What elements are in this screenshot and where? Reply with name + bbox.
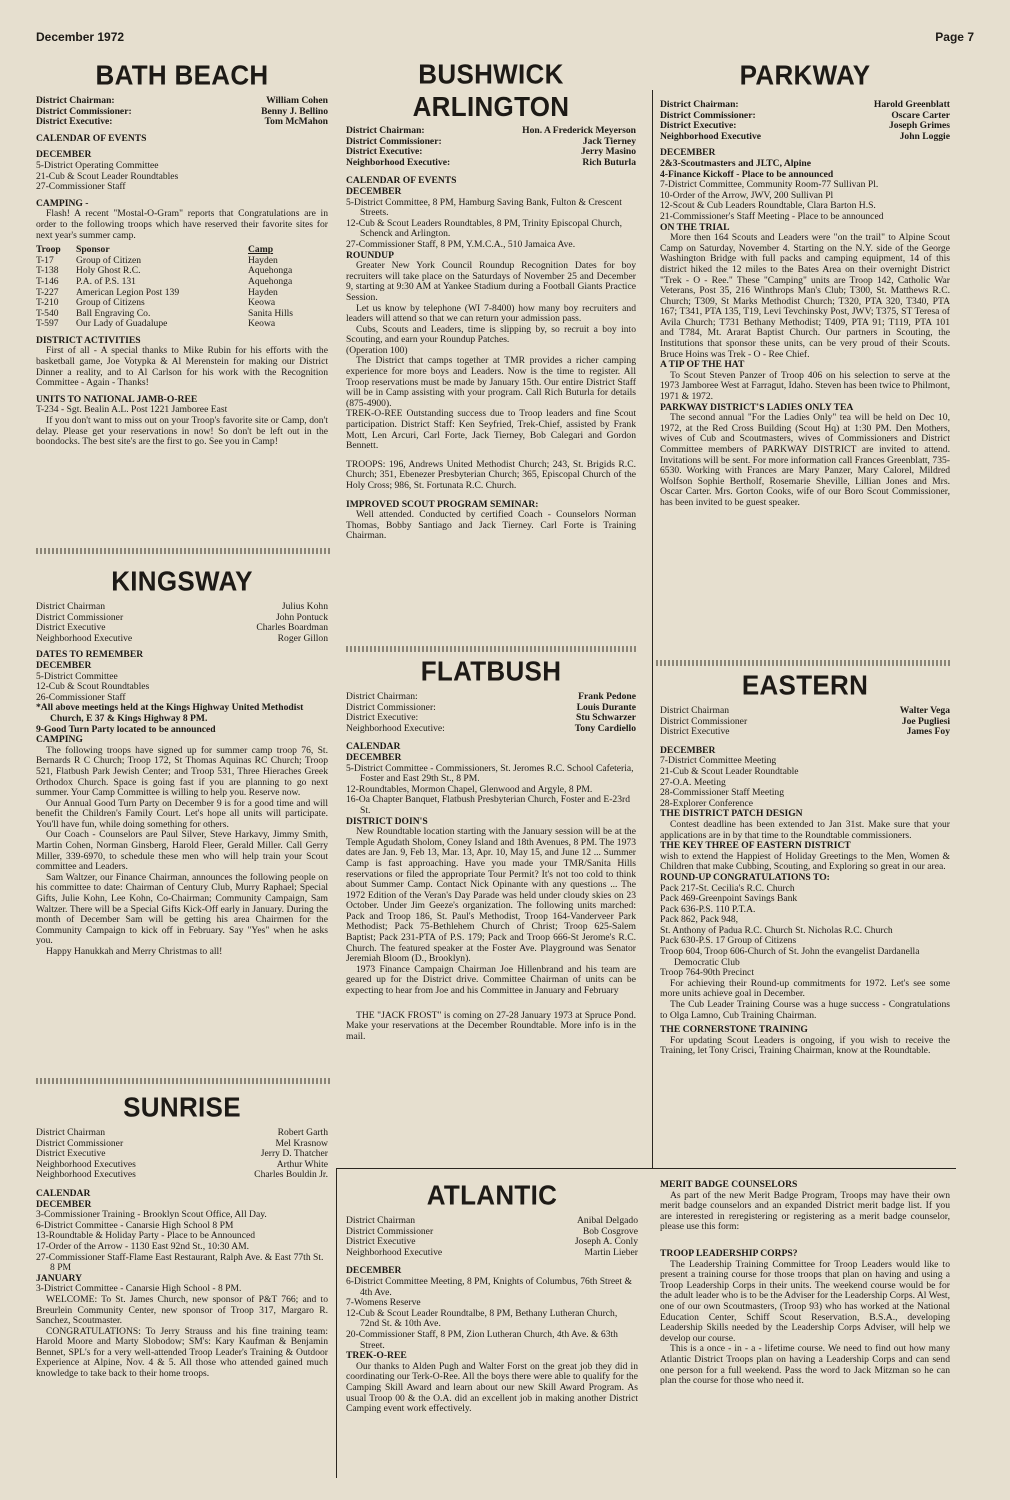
- activities-heading: DISTRICT ACTIVITIES: [36, 334, 141, 346]
- event-item: 27-Commissioner Staff, 8 PM, Y.M.C.A., 510 Jamaica Ave.: [346, 238, 576, 250]
- month-heading: DECEMBER: [36, 1198, 92, 1210]
- table-row: [36, 277, 328, 288]
- event-item: 26-Commissioner Staff: [36, 691, 126, 703]
- roster-name: Rich Buturla: [582, 156, 636, 168]
- roster-name: Arthur White: [276, 1158, 328, 1170]
- list-item: Pack 630-P.S. 17 Group of Citizens: [660, 935, 797, 947]
- event-item: 27-Commissioner Staff: [36, 181, 126, 193]
- trekoree-paragraph: TREK-O-REE Outstanding success due to Troop leaders and fine Scout participation. District Staff: Ken Seyfried, Trek-Chief, assisted by Frank Mott, Len Arcuri, Carl Forte, Jack Tierney, Bob Calegari and Gordon Bennett.: [346, 408, 636, 452]
- roster-role: District Chairman:: [36, 95, 115, 106]
- roster-role: District Commissioner:: [660, 109, 756, 121]
- roster-role: Neighborhood Executives: [36, 1158, 136, 1170]
- sponsor-cell: Group of Citizens: [76, 297, 145, 309]
- troop-cell: T-17: [36, 254, 54, 266]
- event-item: 5-District Operating Committee: [36, 159, 159, 171]
- col-header-camp: Camp: [248, 244, 274, 256]
- roster-role: District Commissioner: [36, 1137, 124, 1149]
- roster-role: District Chairman: [36, 1127, 106, 1138]
- roster-name: Tom McMahon: [264, 116, 328, 128]
- roster-role: Neighborhood Executive: [660, 130, 762, 142]
- eastern-section: [660, 670, 950, 1164]
- table-row: [36, 319, 328, 330]
- tip-heading: A TIP OF THE HAT: [660, 359, 745, 371]
- troop-cell: T-210: [36, 297, 59, 309]
- paragraph: Let us know by telephone (WI 7-8400) how many boy recruiters and leaders will attend so that we can return your admission pass.: [346, 302, 636, 325]
- roster-role: Neighborhood Executive:: [346, 156, 451, 168]
- event-item: 7-Womens Reserve: [346, 1297, 421, 1309]
- troop-cell: T-540: [36, 307, 59, 319]
- jamboree-paragraph: If you don't want to miss out on your Troop's favorite site or Camp, don't delay. Please get your reservations in now! So don't be left out in the boondocks. The best site's are the first to go. See you in Camp!: [36, 415, 328, 448]
- event-item: 13-Roundtable & Holiday Party - Place to be Announced: [36, 1230, 256, 1242]
- roster-name: Mel Krasnow: [275, 1137, 328, 1149]
- event-item: 21-Cub & Scout Leader Roundtable: [660, 765, 799, 777]
- event-item: 17-Order of the Arrow - 1130 East 92nd St., 10:30 AM.: [36, 1240, 250, 1252]
- divider-bushwick-flatbush: [346, 646, 638, 652]
- event-item: 4-Finance Kickoff - Place to be announced: [660, 168, 834, 180]
- event-item: 6-District Committee Meeting, 8 PM, Knights of Columbus, 76th Street & 4th Ave.: [346, 1275, 632, 1298]
- merit-badge-section: [660, 1180, 950, 1472]
- event-item: 12-Cub & Scout Leader Roundtalbe, 8 PM, Bethany Lutheran Church, 72nd St. & 10th Ave.: [346, 1307, 618, 1330]
- roster-name: Charles Boardman: [256, 622, 328, 634]
- atlantic-box-left: [336, 1168, 337, 1478]
- roster-name: Jerry Masino: [580, 146, 636, 158]
- roster-role: District Executive:: [36, 116, 113, 128]
- roster-name: John Loggie: [899, 130, 950, 142]
- event-item: 3-Commissioner Training - Brooklyn Scout Office, All Day.: [36, 1209, 267, 1221]
- paragraph: 1973 Finance Campaign Chairman Joe Hillenbrand and his team are geared up for the District drive. Committee Chairman of units can be expecting to hear from Joe and his Committee in January and February: [346, 963, 636, 997]
- paragraph: Cubs, Scouts and Leaders, time is slipping by, so recruit a boy into Scouting, and earn your Roundup Patches.: [346, 323, 636, 346]
- event-item: 12-Roundtables, Mormon Chapel, Glenwood and Argyle, 8 PM.: [346, 783, 593, 795]
- roster-name: Robert Garth: [277, 1127, 328, 1138]
- roster-role: District Chairman:: [346, 691, 418, 702]
- district-roster: [36, 1128, 328, 1181]
- bushwick-arlington-section: [346, 60, 636, 644]
- roundup-heading: ROUND-UP CONGRATULATIONS TO:: [660, 871, 830, 883]
- cornerstone-paragraph: For updating Scout Leaders is ongoing, if you wish to receive the Training, let Tony Crisci, Training Chairman, know at the Roundtable.: [660, 1034, 950, 1057]
- bath-beach-section: [36, 60, 328, 546]
- key-three-paragraph: wish to extend the Happiest of Holiday Greetings to the Men, Women & Children that make Cubbing, Scouting, and Exploring so great in our area.: [660, 850, 950, 873]
- month-heading: DECEMBER: [346, 751, 402, 763]
- operation-label: (Operation 100): [346, 344, 408, 356]
- sponsor-cell: P.A. of P.S. 131: [76, 275, 136, 287]
- event-item: 6-District Committee - Canarsie High School 8 PM: [36, 1219, 234, 1231]
- district-roster: [660, 100, 950, 142]
- roster-name: Martin Lieber: [584, 1246, 638, 1258]
- col-header-sponsor: Sponsor: [76, 244, 110, 256]
- list-item: Troop 764-90th Precinct: [660, 967, 754, 979]
- paragraph: CONGRATULATIONS: To Jerry Strauss and his fine training team: Harold Moore and Marty Slobodow; SM's: Kary Kaufman & Benjamin Bennet, SPL's for a very well-attended Troop Leader's Training & Outdoor Experience at Alpine, Nov. 4 & 5. All those who attended gained much knowledge to take back to their home troops.: [36, 1325, 328, 1380]
- divider-kings-sunrise: [36, 1078, 330, 1084]
- roster-name: Stu Schwarzer: [576, 712, 636, 724]
- event-item: 28-Commissioner Staff Meeting: [660, 787, 784, 799]
- event-item: 28-Explorer Conference: [660, 797, 753, 809]
- roster-name: Tony Cardiello: [574, 722, 636, 734]
- roster-name: Harold Greenblatt: [873, 99, 950, 110]
- event-item: 21-Commissioner's Staff Meeting - Place to be announced: [660, 210, 884, 222]
- calendar-heading: CALENDAR OF EVENTS: [346, 175, 457, 187]
- district-roster: [36, 96, 328, 128]
- roster-name: Oscare Carter: [891, 109, 950, 121]
- activities-paragraph: First of all - A special thanks to Mike Rubin for his efforts with the basketball game, Joe Votypka & Al Merenstein for making our District Dinner a reality, and to Al Carlson for his work with the Recognition Committee - Again - Thanks!: [36, 345, 328, 389]
- camp-cell: Sanita Hills: [248, 307, 294, 319]
- paragraph: Our Coach - Counselors are Paul Silver, Steve Harkavy, Jimmy Smith, Martin Cohen, Norman Ginsberg, Harold Fleer, Gerald Miller. Call Gerry Miller, 339-6970, to schedule these men who will help train your Scout committee and Leaders.: [36, 829, 328, 873]
- roster-role: District Commissioner: [346, 1225, 434, 1237]
- atlantic-box-top: [336, 1168, 956, 1169]
- event-item: 12-Scout & Cub Leaders Roundtable, Clara Barton H.S.: [660, 200, 876, 212]
- cornerstone-heading: THE CORNERSTONE TRAINING: [660, 1024, 808, 1036]
- tea-heading: PARKWAY DISTRICT'S LADIES ONLY TEA: [660, 401, 854, 413]
- roster-role: District Executive:: [346, 712, 419, 724]
- month-heading: DECEMBER: [36, 149, 92, 161]
- camp-cell: Keowa: [248, 297, 276, 309]
- event-item: 2&3-Scoutmasters and JLTC, Alpine: [660, 157, 812, 169]
- camp-cell: Hayden: [248, 286, 278, 298]
- roster-name: William Cohen: [266, 95, 328, 106]
- camp-cell: Hayden: [248, 254, 278, 266]
- section-title: ATLANTIC: [426, 1180, 558, 1212]
- list-item: St. Anthony of Padua R.C. Church St. Nicholas R.C. Church: [660, 924, 893, 936]
- flatbush-section: [346, 656, 636, 1160]
- event-note: *All above meetings held at the Kings Highway United Methodist Church, E 37 & Kings Highway 8 PM.: [36, 702, 304, 724]
- roster-role: Neighborhood Executives: [36, 1169, 136, 1181]
- divider-parkway-eastern: [656, 660, 952, 666]
- event-item: 3-District Committee - Canarsie High School - 8 PM.: [36, 1283, 242, 1295]
- month-heading: DECEMBER: [660, 744, 716, 756]
- event-item: 27-O.A. Meeting: [660, 776, 726, 788]
- paragraph: Sam Waltzer, our Finance Chairman, announces the following people on his committee to date: Chairman of Century Club, Murry Raphael; Special Gifts, Julie Kohn, Lee Kohn, Co-Chairman; Community Campaign, Sam Waltzer. There will be a Special Gifts Kick-Off early in January. During the month of December Sam will be getting his area Chairmen for the Community Campaign to kick off in February. Say "Yes" when he asks you.: [36, 871, 328, 947]
- paragraph: The District that camps together at TMR provides a richer camping experience for more boys and Leaders. Now is the time to register. All Troop reservations must be made by January 15th. Our entire District Staff will be in Camp assisting with your program. Call Rich Buturla for details (875-4900).: [346, 355, 636, 409]
- roster-name: James Foy: [906, 726, 950, 738]
- paragraph: WELCOME: To St. James Church, new sponsor of P&T 766; and to Breurlein Community Center, new sponsor of Troop 317, Margaro R. Sanchez, Scoutmaster.: [36, 1293, 328, 1327]
- troop-cell: T-138: [36, 265, 59, 277]
- list-item: Pack 469-Greenpoint Savings Bank: [660, 893, 798, 905]
- page-number: Page 7: [935, 30, 974, 44]
- divider-bath-kings: [36, 548, 330, 554]
- district-roster: [346, 692, 636, 734]
- roster-name: Hon. A Frederick Meyerson: [522, 125, 636, 136]
- roster-name: Benny J. Bellino: [261, 105, 328, 117]
- seminar-heading: IMPROVED SCOUT PROGRAM SEMINAR:: [346, 498, 539, 510]
- calendar-heading: CALENDAR: [346, 741, 401, 753]
- camping-paragraph: Flash! A recent "Mostal-O-Gram" reports that Congratulations are in order to the following troops which have reserved their favorite sites for next year's summer camp.: [36, 208, 328, 241]
- event-item: 7-District Committee Meeting: [660, 755, 777, 767]
- trial-heading: ON THE TRIAL: [660, 221, 730, 233]
- col-header-troop: Troop: [36, 244, 61, 256]
- sponsor-cell: Ball Engraving Co.: [76, 307, 151, 319]
- roster-role: District Executive: [36, 622, 106, 634]
- event-item: 21-Cub & Scout Leader Roundtables: [36, 170, 179, 182]
- event-item: 12-Cub & Scout Leaders Roundtables, 8 PM, Trinity Episcopal Church, Schenck and Arlington.: [346, 217, 623, 240]
- section-title: EASTERN: [741, 670, 869, 702]
- roster-name: Jack Tierney: [582, 135, 636, 147]
- event-item: 20-Commissioner Staff, 8 PM, Zion Lutheran Church, 4th Ave. & 63th Street.: [346, 1328, 618, 1351]
- list-item: Pack 217-St. Cecilia's R.C. Church: [660, 882, 795, 894]
- month-heading: DECEMBER: [36, 659, 92, 671]
- seminar-paragraph: Well attended. Conducted by certified Coach - Counselors Norman Thomas, Bobby Santiago and Jack Tierney. Carl Forte is Training Chairman.: [346, 509, 636, 542]
- roster-role: District Executive:: [346, 146, 423, 158]
- patch-heading: THE DISTRICT PATCH DESIGN: [660, 808, 803, 820]
- calendar-heading: CALENDAR: [36, 1187, 91, 1199]
- list-item: Pack 636-P.S. 110 P.T.A.: [660, 903, 756, 915]
- key-three-heading: THE KEY THREE OF EASTERN DISTRICT: [660, 840, 851, 852]
- roster-role: District Commissioner: [36, 611, 124, 623]
- month-heading: JANUARY: [36, 1272, 83, 1284]
- trekoree-heading: TREK-O-REE: [346, 1350, 407, 1362]
- roster-role: District Chairman: [660, 705, 730, 716]
- leadership-corps-heading: TROOP LEADERSHIP CORPS?: [660, 1247, 798, 1259]
- doins-heading: DISTRICT DOIN'S: [346, 815, 428, 827]
- section-title: FLATBUSH: [420, 656, 562, 688]
- paragraph: The Leadership Training Committee for Troop Leaders would like to present a training course for those troops that plan on having and using a Troop Leadership Corps in their units. The weekend course would be for the adult leader who is to be the Adviser for the Leadership Corps. Al West, one of our own Scoutmasters, (Troop 93) who has worked at the National Education Center, Schiff Scout Reservation, B.S.A., developing Leadership Skills needed by the Leadership Corps Adviser, will help we develop our course.: [660, 1258, 950, 1344]
- section-title: BUSHWICK ARLINGTON: [412, 60, 570, 123]
- sponsor-cell: Holy Ghost R.C.: [76, 265, 141, 277]
- paragraph: The following troops have signed up for summer camp troop 76, St. Bernards R C Church; Troop 172, St Thomas Aquinas RC Church; Troop 521, Flatbush Park Jewish Center; and Troop 531, Three Hieraches Greek Orthodox Church. Space is going fast if you are planning to go next summer. Your Camp Committee is willing to help you. Reserve now.: [36, 744, 328, 799]
- roster-name: Jerry D. Thatcher: [260, 1148, 328, 1160]
- roster-name: Walter Vega: [899, 705, 950, 716]
- roster-role: District Chairman: [346, 1215, 416, 1226]
- section-title: PARKWAY: [739, 60, 871, 92]
- roster-name: Anibal Delgado: [576, 1215, 638, 1226]
- merit-heading: MERIT BADGE COUNSELORS: [660, 1180, 798, 1190]
- troop-cell: T-597: [36, 318, 59, 330]
- trial-paragraph: More then 164 Scouts and Leaders were "on the trail" to Alpine Scout Camp on Saturday, November 4. Starting on the N.Y. side of the George Washington Bridge with full packs and camping equipment, 14 of this district hiked the 12 miles to the Bates Area on their overnight District "Trek - O - Ree." These "Camping" units are Troop 142, Catholic War Veterans, Post 35, 216 Winthrops Man's Club; T300, St. Matthews R.C. Church; T309, St Marks Methodist Church; T320, PTA 320, T340, PTA 167; T341, PTA 135, T19, Levi Tevchinsky Post, JWV; T375, ST Teresa of Avila Church; T731 Bethany Methodist; T409, PTA 91; T119, PTA 101 and T784, Mt. Ararat Baptist Church. Our partners in Scouting, the Institutions that sponsor these units, can be very proud of their Scouts. Bruce Hoins was Trek - O - Ree Chief.: [660, 232, 950, 360]
- camp-cell: Keowa: [248, 318, 276, 330]
- roster-role: Neighborhood Executive: [36, 632, 133, 644]
- merit-paragraph: As part of the new Merit Badge Program, Troops may have their own merit badge counselors and an expanded District merit badge list. If you are interested in reregistering or registering as a merit badge counselor, please use this form:: [660, 1189, 950, 1233]
- roster-role: District Chairman:: [346, 125, 425, 136]
- paragraph: New Roundtable location starting with the January session will be at the Temple Agudath Sholom, Coney Island and 18th Avenues, 8 PM. The 1973 dates are Jan. 9, Feb 13, Mar. 13, Apr. 10, May 15, and June 12 ... Summer Camp is fast approaching. Have you made your TMR/Sanita Hills reservations or filed the appropriate Tour Permit? It's not too cold to think about Summer Camp. Contact Nick Opinante with any questions ... The 1972 Edition of the Veran's Day Parade was held under cloudy skies on 23 October. Under Jim Geeze's organization. The following units marched: Pack and Troop 186, St. Paul's Methodist, Troop 164-Vanderveer Park Methodist; Pack 75-Bethlehem Church of Christ; Troop 625-Salem Baptist; Pack 231-PTA of P.S. 179; Pack and Troop 666-St Jerome's R.C. Church. The featured speaker at the Foster Ave. Playground was Senator Jeremiah Bloom (D., Brooklyn).: [346, 826, 636, 965]
- roster-name: Louis Durante: [576, 701, 636, 713]
- event-item: 27-Commissioner Staff-Flame East Restaurant, Ralph Ave. & East 77th St. 8 PM: [36, 1251, 324, 1274]
- month-heading: DECEMBER: [346, 185, 402, 197]
- roster-name: Julius Kohn: [281, 601, 328, 612]
- tea-paragraph: The second annual "For the Ladies Only" tea will be held on Dec 10, 1972, at the Red Cross Building (Scout Hq) at 1:30 PM. Den Mothers, wives of Cub and Scoutmasters, wives of Commissioners and District Committee members of PARKWAY DISTRICT are invited to attend. Invitations will be sent. For more information call Frances Greenblatt, 735-6530. Working with Frances are Mary Panzer, Mary Calorel, Mildred Wolfson Sophie Bertholf, Rosemarie Sheville, Lillian Jones and Mrs. Oscar Carter. Mrs. Gorton Cooks, wife of our Boro Scout Commissioner, has been invited to be guest speaker.: [660, 412, 950, 508]
- roster-name: Joseph Grimes: [888, 120, 950, 132]
- troop-cell: T-146: [36, 275, 59, 287]
- list-item: Pack 862, Pack 948,: [660, 914, 739, 926]
- event-item: 5-District Committee - Commissioners, St. Jeromes R.C. School Cafeteria, Foster and East 29th St., 8 PM.: [346, 762, 634, 785]
- roster-role: District Executive: [660, 726, 730, 738]
- roster-name: Joseph A. Conly: [574, 1236, 638, 1248]
- list-item: Troop 604, Troop 606-Church of St. John the evangelist Dardanella Democratic Club: [660, 946, 920, 968]
- event-item: 16-Oa Chapter Banquet, Flatbush Presbyterian Church, Foster and E-23rd St.: [346, 794, 631, 816]
- paragraph: Greater New York Council Roundup Recognition Dates for boy recruiters will take place on the Saturdays of November 25 and December 9, starting at 9:30 AM at Yankee Stadium during a Football Giants Practice Session.: [346, 260, 636, 303]
- roster-role: District Executive: [346, 1236, 416, 1248]
- section-title: BATH BEACH: [95, 60, 269, 92]
- roster-name: Roger Gillon: [277, 632, 328, 644]
- month-heading: DECEMBER: [660, 147, 716, 159]
- parkway-section: [660, 60, 950, 658]
- camp-reservations-table: [36, 245, 328, 330]
- paragraph: Happy Hanukkah and Merry Christmas to all!: [46, 946, 223, 957]
- dates-heading: DATES TO REMEMBER: [36, 649, 144, 661]
- roundup-heading: ROUNDUP: [346, 249, 394, 261]
- roster-name: John Pontuck: [276, 611, 328, 623]
- calendar-heading: CALENDAR OF EVENTS: [36, 132, 147, 144]
- paragraph: The Cub Leader Training Course was a huge success - Congratulations to Olga Lamno, Cub Training Chairman.: [660, 999, 950, 1021]
- paragraph: Our Annual Good Turn Party on December 9 is for a good time and will benefit the Children's Family Court. Let's hope all units will participate. You'll have fun, while doing something for others.: [36, 797, 328, 830]
- camping-heading: CAMPING -: [36, 197, 89, 209]
- kingsway-section: [36, 566, 328, 1076]
- roster-role: District Chairman: [36, 601, 106, 612]
- jack-frost-paragraph: THE "JACK FROST" is coming on 27-28 January 1973 at Spruce Pond. Make your reservations at the December Roundtable. More info is in the mail.: [346, 1009, 636, 1042]
- district-roster: [660, 706, 950, 738]
- paragraph: This is a once - in - a - lifetime course. We need to find out how many Atlantic District Troops plan on having a Leadership Corps and can send one person for a full weekend. Pass the word to Jack Mitzman so he can plan the course for those who need it.: [660, 1343, 950, 1387]
- troops-paragraph: TROOPS: 196, Andrews United Methodist Church; 243, St. Brigids R.C. Church; 351, Ebenezer Presbyterian Church; 365, Episcopal Church of the Holy Cross; 986, St. Fortunata R.C. Church.: [346, 458, 636, 491]
- event-item: 5-District Committee: [36, 670, 118, 682]
- atlantic-section: [346, 1180, 638, 1480]
- month-heading: DECEMBER: [346, 1265, 402, 1277]
- section-title: KINGSWAY: [111, 566, 253, 598]
- troop-cell: T-227: [36, 286, 59, 298]
- trekoree-paragraph: Our thanks to Alden Pugh and Walter Forst on the great job they did in coordinating our Terk-O-Ree. All the boys there were able to qualify for the Camping Skill Award and learn about our new Skill Award Program. As usual Troop 00 & the O.A. did an excellent job in making another District Camping event work effectively.: [346, 1360, 638, 1415]
- sunrise-section: [36, 1092, 328, 1472]
- column-rule-right: [652, 90, 653, 1168]
- district-roster: [346, 1216, 638, 1258]
- roster-role: District Chairman:: [660, 99, 739, 110]
- camp-cell: Aquehonga: [248, 275, 293, 287]
- jamboree-unit: T-234 - Sgt. Bealin A.L. Post 1221 Jamboree East: [36, 404, 228, 416]
- event-item: 9-Good Turn Party located to be announced: [36, 723, 216, 735]
- issue-date: December 1972: [36, 30, 125, 44]
- roster-role: District Executive: [36, 1148, 106, 1160]
- roster-role: District Commissioner:: [36, 105, 132, 117]
- section-title: SUNRISE: [123, 1092, 241, 1124]
- event-item: 12-Cub & Scout Roundtables: [36, 681, 150, 693]
- roster-name: Bob Cosgrove: [582, 1225, 638, 1237]
- roster-role: Neighborhood Executive:: [346, 722, 445, 734]
- jamboree-heading: UNITS TO NATIONAL JAMB-O-REE: [36, 393, 198, 405]
- district-roster: [36, 602, 328, 644]
- sponsor-cell: Our Lady of Guadalupe: [76, 318, 168, 330]
- roster-name: Frank Pedone: [578, 691, 636, 702]
- sponsor-cell: American Legion Post 139: [76, 286, 180, 298]
- event-item: 10-Order of the Arrow, JWV, 200 Sullivan Pl: [660, 189, 834, 201]
- roster-role: Neighborhood Executive: [346, 1246, 443, 1258]
- event-item: 7-District Committee, Community Room-77 Sullivan Pl.: [660, 179, 879, 191]
- roster-role: District Commissioner:: [346, 135, 442, 147]
- tip-paragraph: To Scout Steven Panzer of Troop 406 on his selection to serve at the 1973 Jamboree West at Farragut, Idaho. Steven has been twice to Philmont, 1971 & 1972.: [660, 369, 950, 403]
- sponsor-cell: Group of Citizen: [76, 254, 142, 266]
- district-roster: [346, 126, 636, 168]
- camp-cell: Aquehonga: [248, 265, 293, 277]
- roster-role: District Commissioner:: [346, 701, 436, 713]
- patch-paragraph: Contest deadline has been extended to Jan 31st. Make sure that your applications are in by that time to the Roundtable commissioners.: [660, 818, 950, 841]
- camping-heading: CAMPING: [36, 734, 83, 746]
- roster-role: District Commissioner: [660, 715, 748, 727]
- event-item: 5-District Committee, 8 PM, Hamburg Saving Bank, Fulton & Crescent Streets.: [346, 196, 622, 219]
- roster-role: District Executive:: [660, 120, 737, 132]
- roster-name: Charles Bouldin Jr.: [254, 1169, 328, 1181]
- roster-name: Joe Pugliesi: [901, 715, 950, 727]
- paragraph: For achieving their Round-up commitments for 1972. Let's see some more units achieve goal in December.: [660, 977, 950, 1000]
